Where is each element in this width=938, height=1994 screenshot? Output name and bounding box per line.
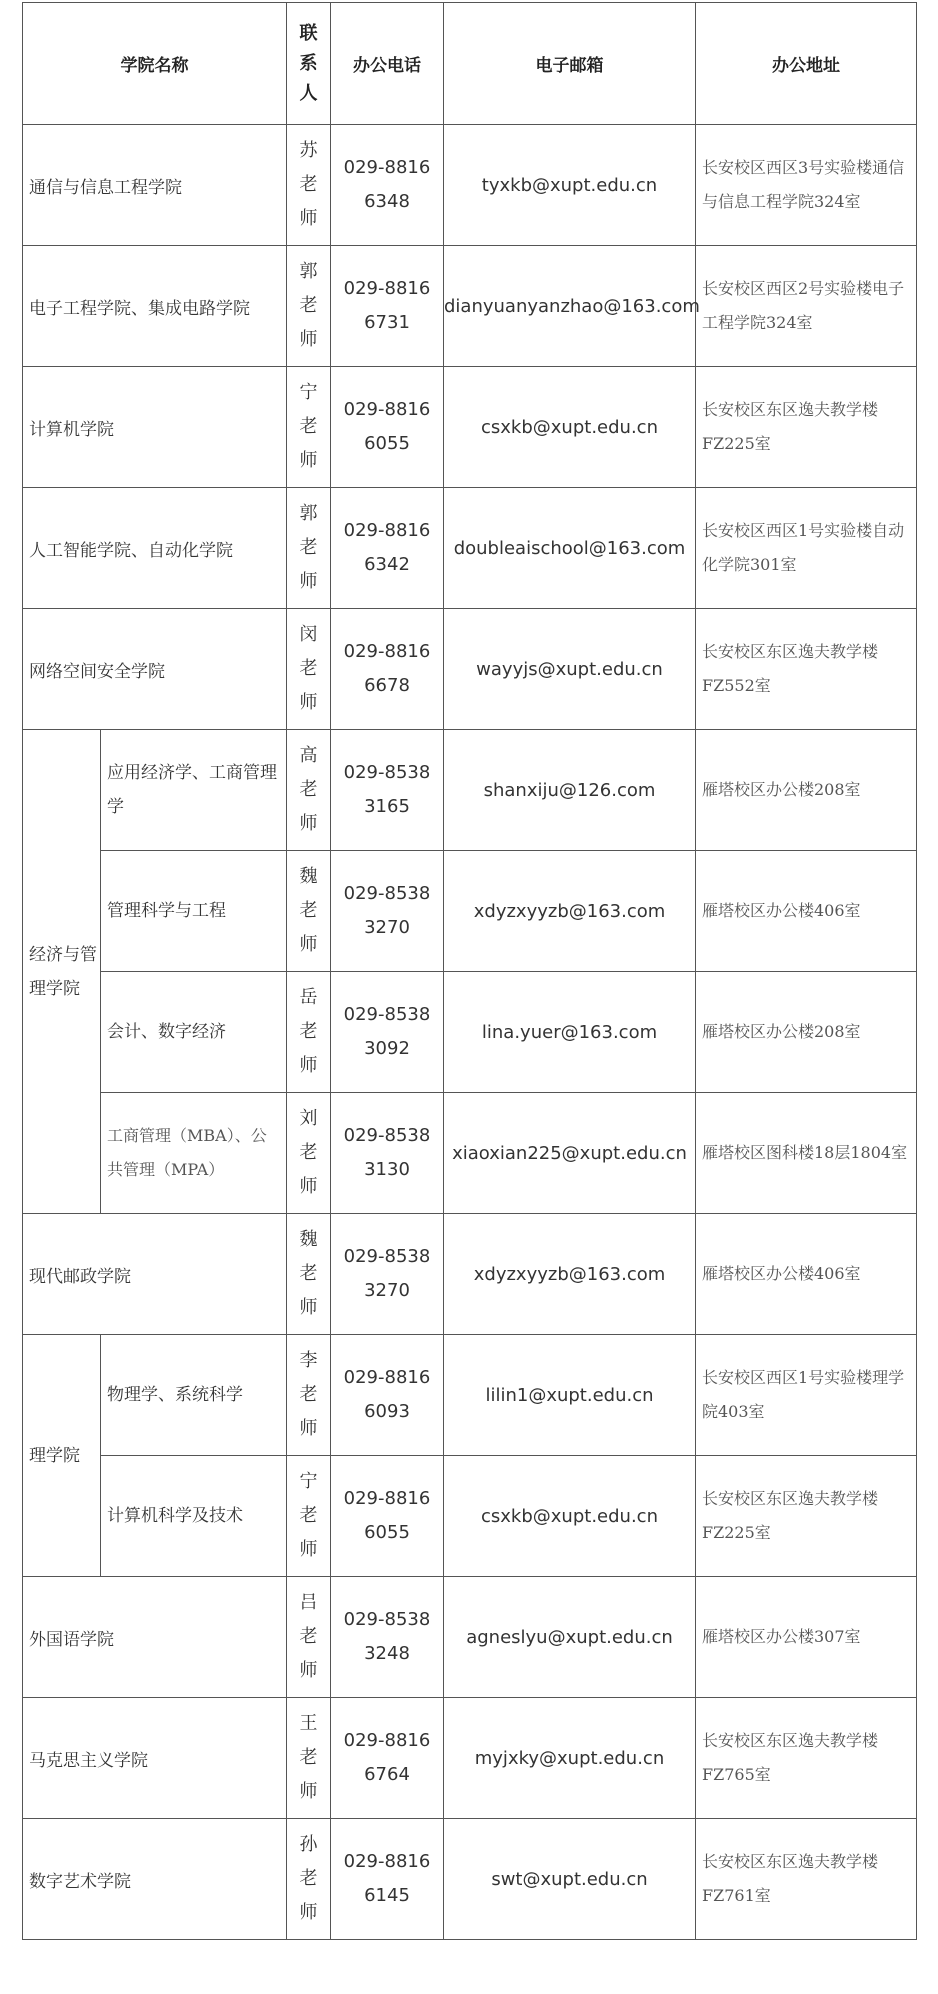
contact-person: 孙老师 (299, 1834, 318, 1923)
email-cell[interactable] (444, 1093, 696, 1214)
contact-person: 闵老师 (299, 624, 318, 713)
phone-cell (331, 1456, 444, 1577)
contact-person: 宁老师 (299, 1471, 318, 1560)
email-cell[interactable] (444, 1456, 696, 1577)
office-address: 雁塔校区办公楼208室 (696, 730, 917, 851)
office-address: 长安校区东区逸夫教学楼FZ225室 (696, 1456, 917, 1577)
contact-person-cell (287, 1335, 331, 1456)
contact-person-cell (287, 851, 331, 972)
program-name: 管理科学与工程 (101, 851, 287, 972)
email-cell[interactable] (444, 125, 696, 246)
contact-person: 高老师 (299, 745, 318, 834)
email-link[interactable]: xdyzxyyzb@163.com (473, 900, 666, 922)
phone-cell (331, 851, 444, 972)
office-phone: 029-85383270 (343, 883, 431, 938)
header-contact (287, 3, 331, 125)
college-group-name: 理学院 (23, 1335, 101, 1577)
email-link[interactable]: wayyjs@xupt.edu.cn (476, 658, 663, 680)
table-row (23, 367, 917, 488)
email-cell[interactable] (444, 1577, 696, 1698)
email-cell[interactable] (444, 1698, 696, 1819)
contact-person-cell (287, 1577, 331, 1698)
table-row (23, 1093, 917, 1214)
office-address: 长安校区西区1号实验楼自动化学院301室 (696, 488, 917, 609)
table-row (23, 1698, 917, 1819)
email-cell[interactable] (444, 488, 696, 609)
contact-person-cell (287, 1214, 331, 1335)
email-link[interactable]: swt@xupt.edu.cn (491, 1868, 648, 1890)
office-address: 雁塔校区办公楼208室 (696, 972, 917, 1093)
email-link[interactable]: csxkb@xupt.edu.cn (481, 1505, 658, 1527)
college-name: 人工智能学院、自动化学院 (23, 488, 287, 609)
college-name: 现代邮政学院 (23, 1214, 287, 1335)
office-phone: 029-88166145 (343, 1851, 431, 1906)
contact-person-cell (287, 367, 331, 488)
office-phone: 029-85383165 (343, 762, 431, 817)
contact-person: 郭老师 (299, 503, 318, 592)
contact-person-cell (287, 246, 331, 367)
table-row (23, 246, 917, 367)
email-link[interactable]: xdyzxyyzb@163.com (473, 1263, 666, 1285)
email-cell[interactable] (444, 1335, 696, 1456)
office-phone: 029-85383092 (343, 1004, 431, 1059)
program-name: 计算机科学及技术 (101, 1456, 287, 1577)
phone-cell (331, 730, 444, 851)
email-cell[interactable] (444, 1819, 696, 1940)
office-phone: 029-88166055 (343, 399, 431, 454)
college-name: 电子工程学院、集成电路学院 (23, 246, 287, 367)
office-address: 长安校区东区逸夫教学楼FZ552室 (696, 609, 917, 730)
email-cell[interactable] (444, 1214, 696, 1335)
email-link[interactable]: xiaoxian225@xupt.edu.cn (452, 1142, 687, 1164)
email-link[interactable]: agneslyu@xupt.edu.cn (466, 1626, 673, 1648)
office-phone: 029-88166342 (343, 520, 431, 575)
office-address: 长安校区东区逸夫教学楼FZ761室 (696, 1819, 917, 1940)
office-phone: 029-88166055 (343, 1488, 431, 1543)
office-address: 长安校区西区3号实验楼通信与信息工程学院324室 (696, 125, 917, 246)
table-row (23, 730, 917, 851)
table-row (23, 1335, 917, 1456)
header-phone: 办公电话 (331, 3, 444, 125)
email-cell[interactable] (444, 367, 696, 488)
office-address: 雁塔校区图科楼18层1804室 (696, 1093, 917, 1214)
contact-person-cell (287, 972, 331, 1093)
phone-cell (331, 972, 444, 1093)
office-address: 长安校区东区逸夫教学楼FZ225室 (696, 367, 917, 488)
table-body (23, 3, 917, 1940)
office-phone: 029-85383130 (343, 1125, 431, 1180)
contact-person-cell (287, 1698, 331, 1819)
email-link[interactable]: csxkb@xupt.edu.cn (481, 416, 658, 438)
email-cell[interactable] (444, 609, 696, 730)
office-phone: 029-85383270 (343, 1246, 431, 1301)
contacts-table (22, 2, 917, 1940)
header-contact-label: 联系人 (299, 22, 318, 104)
email-cell[interactable] (444, 851, 696, 972)
header-address: 办公地址 (696, 3, 917, 125)
table-row (23, 851, 917, 972)
contact-person: 宁老师 (299, 382, 318, 471)
office-address: 雁塔校区办公楼406室 (696, 851, 917, 972)
email-link[interactable]: myjxky@xupt.edu.cn (474, 1747, 665, 1769)
header-row (23, 3, 917, 125)
contact-person-cell (287, 730, 331, 851)
office-phone: 029-88166731 (343, 278, 431, 333)
program-name: 工商管理（MBA）、公共管理（MPA） (101, 1093, 287, 1214)
email-link[interactable]: doubleaischool@163.com (453, 537, 686, 559)
table-row (23, 1577, 917, 1698)
college-name: 马克思主义学院 (23, 1698, 287, 1819)
phone-cell (331, 1214, 444, 1335)
email-link[interactable]: tyxkb@xupt.edu.cn (481, 174, 658, 196)
contact-person-cell (287, 1093, 331, 1214)
contact-person: 刘老师 (299, 1108, 318, 1197)
phone-cell (331, 1698, 444, 1819)
phone-cell (331, 1577, 444, 1698)
phone-cell (331, 367, 444, 488)
contact-person: 郭老师 (299, 261, 318, 350)
table-row (23, 972, 917, 1093)
contact-person: 李老师 (299, 1350, 318, 1439)
table-row (23, 125, 917, 246)
table-row (23, 1456, 917, 1577)
email-link[interactable]: dianyuanyanzhao@163.com (444, 295, 700, 317)
office-phone: 029-88166348 (343, 157, 431, 212)
office-address: 长安校区西区2号实验楼电子工程学院324室 (696, 246, 917, 367)
table-row (23, 1214, 917, 1335)
contact-person: 魏老师 (299, 1229, 318, 1318)
program-name: 应用经济学、工商管理学 (101, 730, 287, 851)
email-cell[interactable] (444, 972, 696, 1093)
contact-person: 苏老师 (299, 140, 318, 229)
contact-person-cell (287, 1819, 331, 1940)
contact-person: 魏老师 (299, 866, 318, 955)
phone-cell (331, 125, 444, 246)
table-row (23, 609, 917, 730)
phone-cell (331, 1819, 444, 1940)
phone-cell (331, 1335, 444, 1456)
contact-person: 岳老师 (299, 987, 318, 1076)
email-cell[interactable] (444, 246, 700, 367)
college-name: 计算机学院 (23, 367, 287, 488)
contact-person-cell (287, 609, 331, 730)
phone-cell (331, 246, 444, 367)
office-address: 雁塔校区办公楼406室 (696, 1214, 917, 1335)
office-phone: 029-88166093 (343, 1367, 431, 1422)
email-link[interactable]: shanxiju@126.com (483, 779, 656, 801)
email-link[interactable]: lilin1@xupt.edu.cn (485, 1384, 654, 1406)
contact-person: 王老师 (299, 1713, 318, 1802)
college-group-name: 经济与管理学院 (23, 730, 101, 1214)
office-address: 雁塔校区办公楼307室 (696, 1577, 917, 1698)
contact-person-cell (287, 125, 331, 246)
contact-person: 吕老师 (299, 1592, 318, 1681)
contact-person-cell (287, 1456, 331, 1577)
phone-cell (331, 1093, 444, 1214)
phone-cell (331, 488, 444, 609)
college-name: 数字艺术学院 (23, 1819, 287, 1940)
table-row (23, 488, 917, 609)
table-row (23, 1819, 917, 1940)
email-link[interactable]: lina.yuer@163.com (481, 1021, 658, 1043)
contact-person-cell (287, 488, 331, 609)
program-name: 物理学、系统科学 (101, 1335, 287, 1456)
office-address: 长安校区东区逸夫教学楼FZ765室 (696, 1698, 917, 1819)
phone-cell (331, 609, 444, 730)
college-name: 通信与信息工程学院 (23, 125, 287, 246)
college-name: 外国语学院 (23, 1577, 287, 1698)
program-name: 会计、数字经济 (101, 972, 287, 1093)
office-phone: 029-88166678 (343, 641, 431, 696)
email-cell[interactable] (444, 730, 696, 851)
office-address: 长安校区西区1号实验楼理学院403室 (696, 1335, 917, 1456)
header-email: 电子邮箱 (444, 3, 696, 125)
office-phone: 029-88166764 (343, 1730, 431, 1785)
college-name: 网络空间安全学院 (23, 609, 287, 730)
header-college: 学院名称 (23, 3, 287, 125)
office-phone: 029-85383248 (343, 1609, 431, 1664)
